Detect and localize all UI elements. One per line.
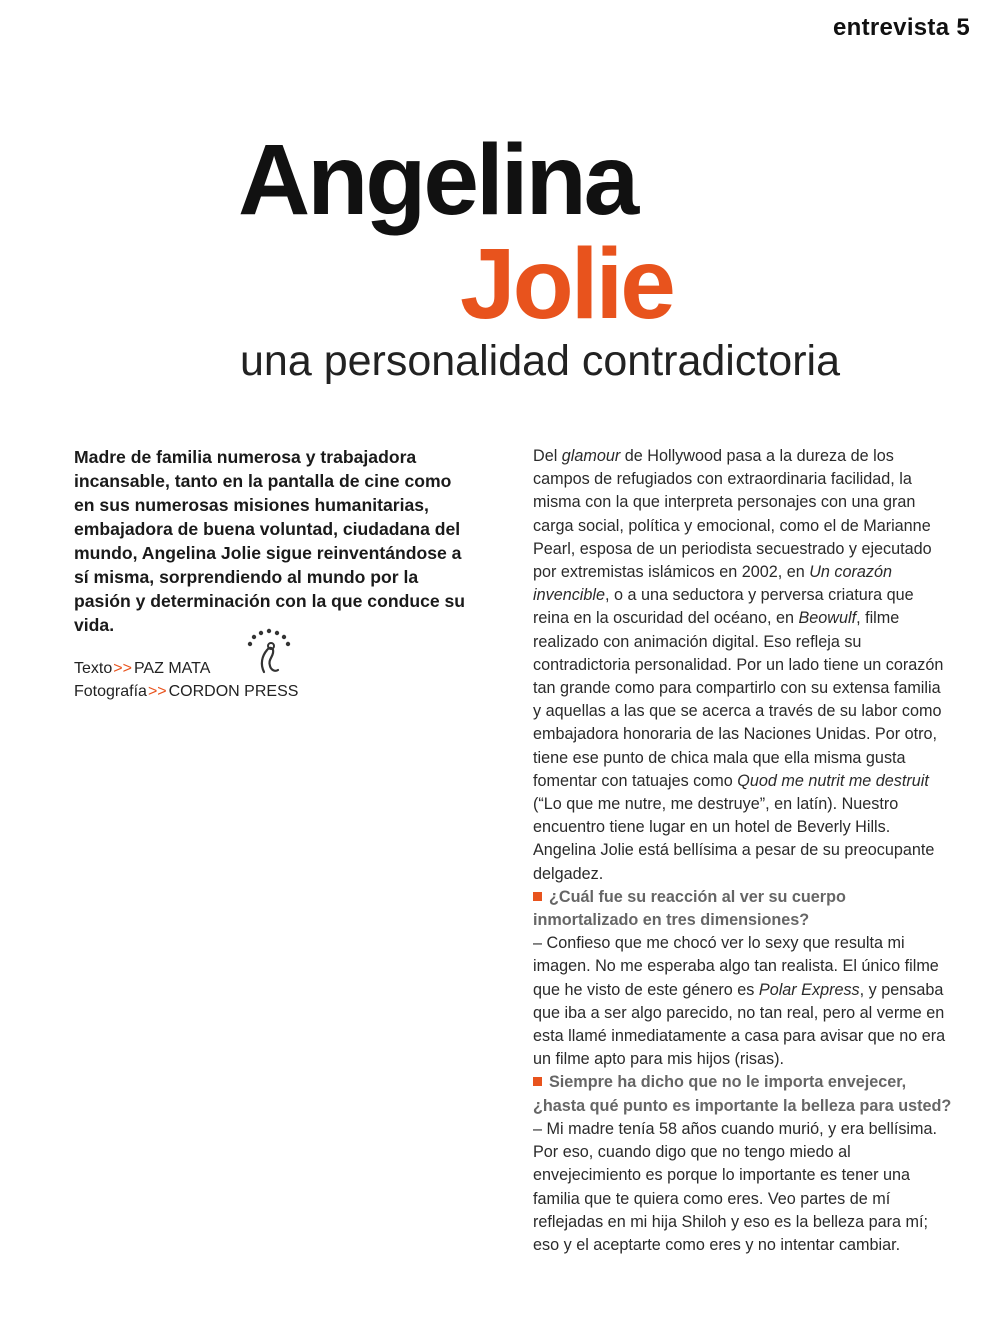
credit-arrow: >>: [147, 683, 167, 700]
credit-photo-name: CORDON PRESS: [168, 683, 299, 700]
publisher-logo-icon: [240, 626, 298, 678]
title-first-name: Angelina: [238, 124, 637, 236]
body-text: , o a una seductora y perversa criatura que reina en la oscuridad del océano, en: [533, 586, 914, 628]
body-text: , filme realizado con animación digital. Eso refleja su contradictoria personalidad. Por un lado tiene un corazón tan grande como para compartirlo con su extensa familia y aquellas a las que se acerca a través de su labor como embajadora honoraria de las Naciones Unidas. Por otro, tiene ese punto de chica mala que ella misma gusta fomentar con tatuajes como: [533, 609, 944, 790]
credit-arrow: >>: [113, 660, 132, 677]
credit-text-name: PAZ MATA: [133, 660, 211, 677]
answer-text: – Confieso que me chocó ver lo sexy que resulta mi imagen. No me esperaba algo tan realista. El único filme que he visto de este género es: [533, 934, 939, 999]
tattoo-quote: Quod me nutrit me destruit: [737, 771, 929, 790]
section-header: [833, 14, 970, 42]
article-body: [533, 445, 953, 1257]
question-2: [533, 1071, 953, 1117]
body-text: de Hollywood pasa a la dureza de los campos de refugiados con extraordinaria facilidad, la misma con la que interpreta personajes con una gran carga social, política y emocional, como el de Marianne Pearl, esposa de un periodista secuestrado y ejecutado por extremistas islámicos en 2002, en: [533, 447, 932, 582]
answer-2: – Mi madre tenía 58 años cuando murió, y era bellísima. Por eso, cuando digo que no tengo miedo al envejecimiento es porque lo importante es tener una familia que te quiera como eres. Veo partes de mí reflejadas en mi hija Shiloh y eso es la belleza para mí; eso y el aceptarte como eres y no intentar cambiar.: [533, 1119, 937, 1254]
film-title: Un corazón invencible: [533, 563, 892, 605]
page-number: 5: [956, 14, 970, 41]
answer-1: [533, 932, 953, 1071]
credit-text-label: Texto: [74, 660, 113, 677]
title-subtitle: una personalidad contradictoria: [240, 337, 841, 385]
film-title: Beowulf: [798, 609, 857, 628]
intro-paragraph: [533, 445, 953, 886]
credit-photo: [74, 680, 298, 703]
question-1: [533, 886, 953, 932]
title-last-name: Jolie: [460, 228, 673, 340]
body-italic: glamour: [561, 447, 621, 465]
question-text: ¿Cuál fue su reacción al ver su cuerpo inmortalizado en tres dimensiones?: [533, 887, 846, 930]
lead-paragraph: Madre de familia numerosa y trabajadora incansable, tanto en la pantalla de cine como en sus numerosas misiones humanitarias, embajadora de buena voluntad, ciudadana del mundo, Angelina Jolie sigue reinventándose a sí misma, sorprendiendo al mundo por la pasión y determinación con la que conduce su vida.: [74, 447, 466, 635]
film-title: Polar Express: [758, 980, 860, 999]
section-label: entrevista: [832, 14, 950, 41]
credit-photo-label: Fotografía: [74, 683, 147, 700]
body-text: (“Lo que me nutre, me destruye”, en latín). Nuestro encuentro tiene lugar en un hotel de Beverly Hills. Angelina Jolie está bellísima a pesar de su preocupante delgadez.: [533, 795, 935, 883]
question-bullet-icon: [533, 1077, 542, 1086]
answer-text: , y pensaba que iba a ser algo parecido, no tan real, pero al verme en esta llamé inmediatamente a casa para avisar que no era un filme apto para mis hijos (risas).: [533, 980, 946, 1069]
question-bullet-icon: [533, 892, 542, 901]
question-text: Siempre ha dicho que no le importa envejecer, ¿hasta qué punto es importante la belleza para usted?: [533, 1073, 952, 1115]
body-text: Del: [533, 447, 562, 465]
